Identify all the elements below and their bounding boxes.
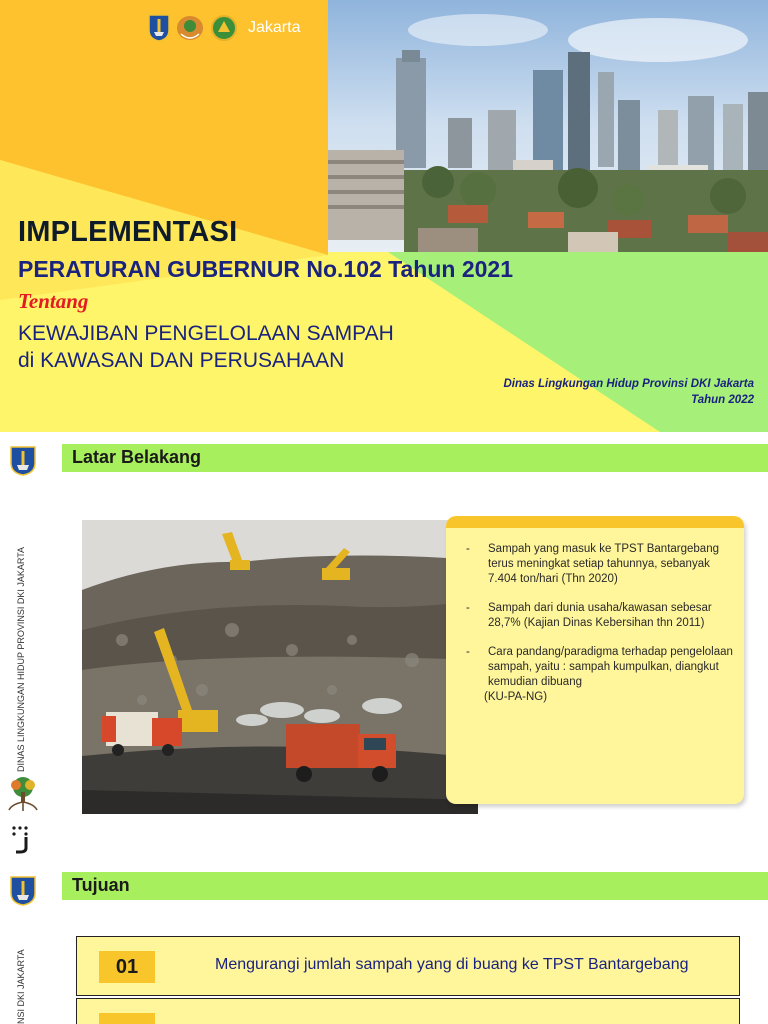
organization-name: Dinas Lingkungan Hidup Provinsi DKI Jakarta: [503, 378, 754, 390]
latar-bullet-3-extra: (KU-PA-NG): [484, 691, 548, 703]
tree-roots-logo: [6, 776, 40, 812]
landfill-photo: [82, 520, 478, 814]
latar-bullet-1: - Sampah yang masuk ke TPST Bantargebang terus meningkat setiap tahunnya, sebanyak 7.404 ton/hari (Thn 2020): [464, 542, 738, 587]
goal-item-2: [76, 998, 740, 1024]
sidebar-vertical-text-partial: NSI DKI JAKARTA: [16, 949, 26, 1024]
cover-tentang: Tentang: [18, 289, 89, 313]
slide-sidebar: [0, 432, 48, 860]
goal-number: 01: [99, 951, 155, 983]
jakarta-logo-text: Jakarta: [248, 19, 301, 36]
tujuan-slide: [0, 860, 768, 1024]
goal-item-1: [76, 936, 740, 996]
cover-topic-line2: di KAWASAN DAN PERUSAHAAN: [18, 349, 345, 372]
latar-bullet-3-text: Cara pandang/paradigma terhadap pengelolaan sampah, yaitu : sampah kumpulkan, diangkut kemudian dibuang: [488, 646, 733, 688]
organization-year: Tahun 2022: [691, 394, 754, 406]
latar-heading: Latar Belakang: [72, 447, 202, 467]
latar-belakang-slide: [0, 432, 768, 860]
cover-topic-line1: KEWAJIBAN PENGELOLAAN SAMPAH: [18, 322, 394, 345]
latar-notes-box: [446, 516, 744, 804]
latar-bullet-list: [464, 542, 738, 719]
jakarta-sadar-sampah-logo: [210, 14, 238, 42]
latar-heading-bar: [62, 444, 768, 472]
tujuan-heading-bar: [62, 872, 768, 900]
cover-slide: [0, 0, 768, 432]
goal-text: Mengurangi jumlah sampah yang di buang ke TPST Bantargebang: [215, 956, 689, 973]
cover-title: IMPLEMENTASI: [18, 216, 238, 248]
notes-header-strip: [446, 516, 744, 528]
sidebar-vertical-text: DINAS LINGKUNGAN HIDUP PROVINSI DKI JAKARTA: [16, 546, 26, 772]
jakarta-brand-logo: [248, 19, 300, 37]
goal-number: [99, 1013, 155, 1024]
j-brand-icon: [10, 824, 34, 854]
dki-crest-logo: [148, 14, 170, 42]
latar-bullet-3: [464, 645, 738, 705]
cover-subtitle: PERATURAN GUBERNUR No.102 Tahun 2021: [18, 256, 514, 282]
header-logos: [148, 10, 300, 46]
dki-crest-icon: [10, 446, 36, 476]
environment-agency-logo: [176, 14, 204, 42]
cover-organization: [504, 376, 755, 408]
tujuan-heading: Tujuan: [72, 875, 130, 895]
latar-bullet-2: - Sampah dari dunia usaha/kawasan sebesar 28,7% (Kajian Dinas Kebersihan thn 2011): [464, 601, 738, 631]
dki-crest-icon: [10, 876, 36, 906]
